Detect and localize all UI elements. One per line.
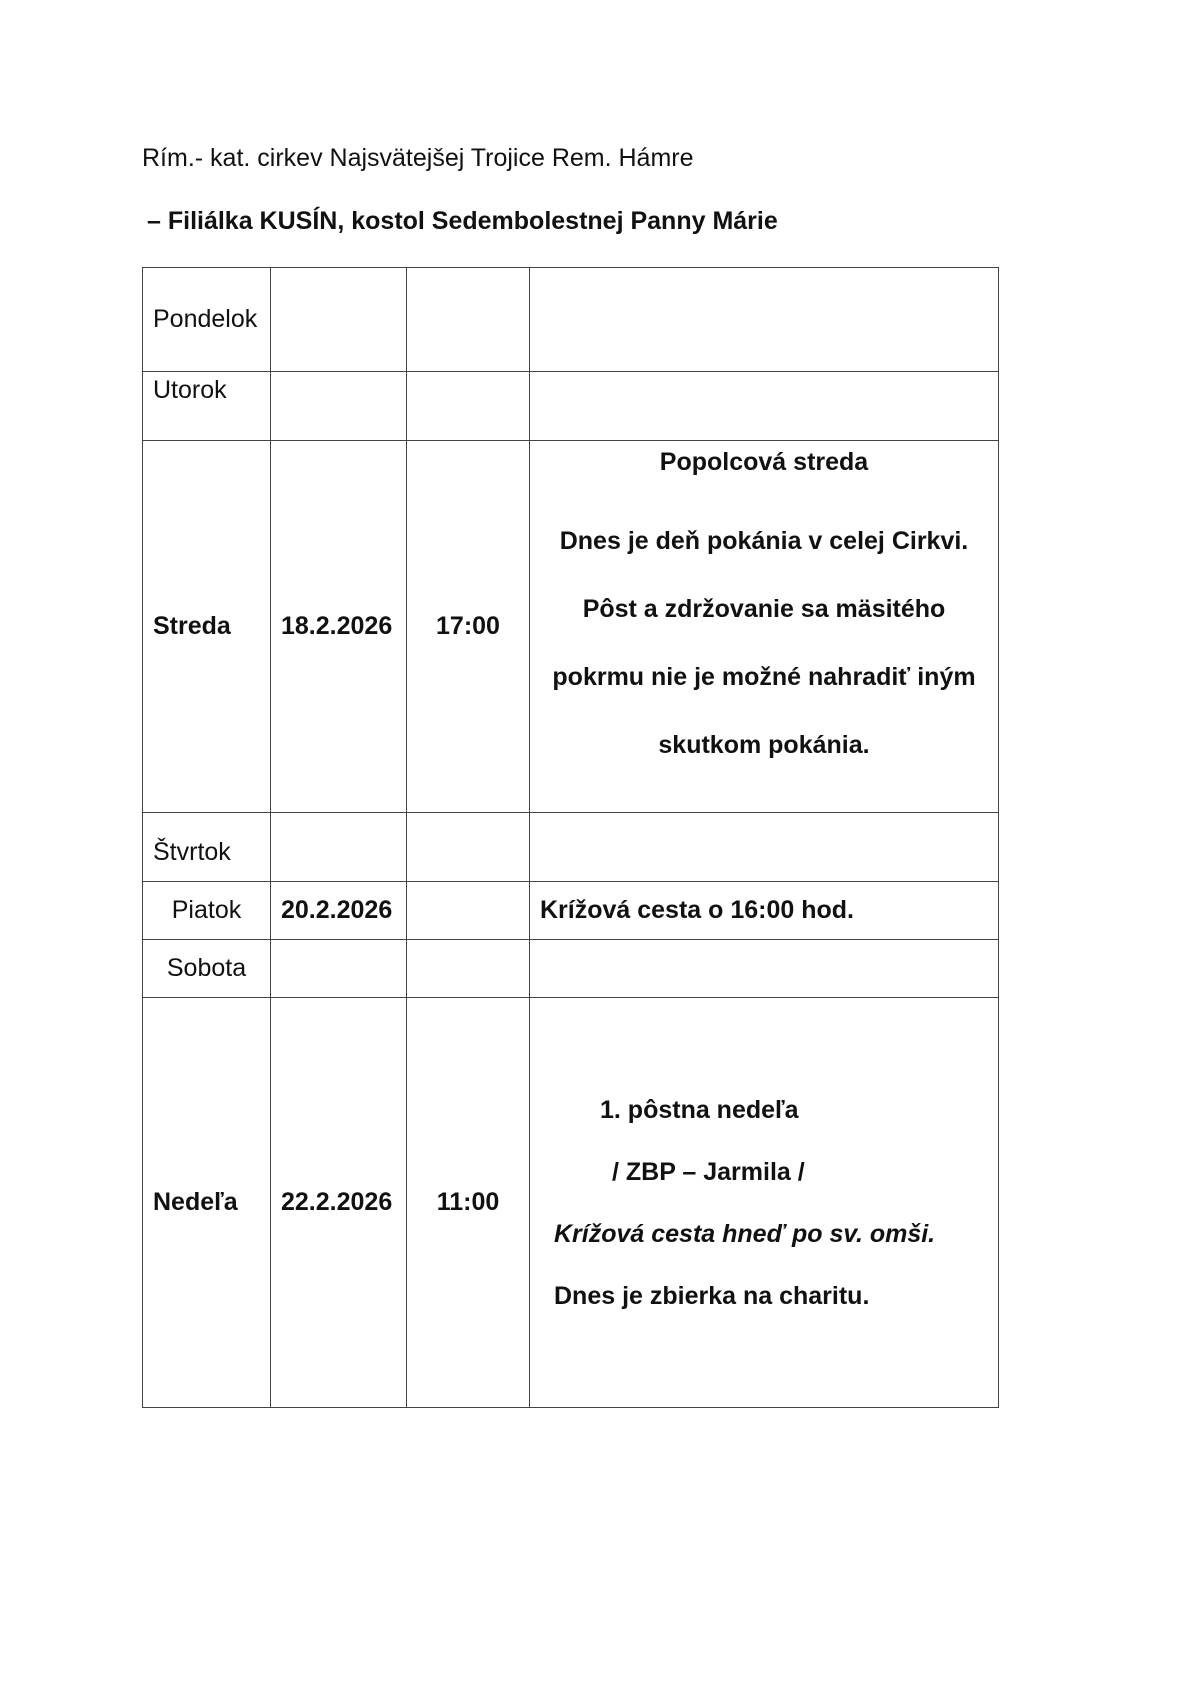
day-cell-tuesday: Utorok: [143, 372, 271, 441]
date-cell-friday: 20.2.2026: [271, 882, 407, 940]
note-line: Krížová cesta hneď po sv. omši.: [554, 1219, 936, 1248]
table-row-wednesday: [143, 441, 999, 813]
note-cell-tuesday: [530, 372, 999, 441]
date-cell-sunday: 22.2.2026: [271, 998, 407, 1408]
day-cell-monday: Pondelok: [143, 268, 271, 372]
note-line: skutkom pokánia.: [658, 731, 870, 759]
date-cell-tuesday: [271, 372, 407, 441]
table-row-thursday: [143, 813, 999, 882]
table-row-friday: [143, 882, 999, 940]
time-cell-monday: [407, 268, 530, 372]
note-line: Pôst a zdržovanie sa mäsitého: [582, 595, 946, 623]
day-cell-friday: Piatok: [143, 882, 271, 940]
date-cell-wednesday: 18.2.2026: [271, 441, 407, 813]
table-row-saturday: [143, 940, 999, 998]
date-cell-saturday: [271, 940, 407, 998]
time-cell-tuesday: [407, 372, 530, 441]
time-cell-sunday: 11:00: [407, 998, 530, 1408]
time-cell-friday: [407, 882, 530, 940]
day-cell-sunday: Nedeľa: [143, 998, 271, 1408]
date-cell-monday: [271, 268, 407, 372]
day-cell-saturday: Sobota: [143, 940, 271, 998]
church-subtitle: – Filiálka KUSÍN, kostol Sedembolestnej Panny Márie: [147, 207, 778, 235]
table-row-tuesday: [143, 372, 999, 441]
note-cell-thursday: [530, 813, 999, 882]
note-line: / ZBP – Jarmila /: [612, 1157, 805, 1186]
day-cell-thursday: Štvrtok: [143, 813, 271, 882]
note-cell-sunday: [530, 998, 999, 1408]
time-cell-saturday: [407, 940, 530, 998]
note-cell-saturday: [530, 940, 999, 998]
weekly-schedule-table: [142, 267, 999, 1408]
note-line: Dnes je zbierka na charitu.: [554, 1281, 870, 1310]
date-cell-thursday: [271, 813, 407, 882]
note-cell-monday: [530, 268, 999, 372]
note-cell-friday: Krížová cesta o 16:00 hod.: [530, 882, 999, 940]
note-line: 1. pôstna nedeľa: [600, 1095, 799, 1124]
note-title-ash-wednesday: Popolcová streda: [659, 448, 869, 476]
table-row-sunday: [143, 998, 999, 1408]
parish-title: Rím.- kat. cirkev Najsvätejšej Trojice Rem. Hámre: [142, 144, 694, 172]
note-cell-wednesday: [530, 441, 999, 813]
day-cell-wednesday: Streda: [143, 441, 271, 813]
table-row-monday: [143, 268, 999, 372]
note-line: pokrmu nie je možné nahradiť iným: [552, 663, 976, 691]
time-cell-thursday: [407, 813, 530, 882]
note-line: Dnes je deň pokánia v celej Cirkvi.: [559, 527, 969, 555]
time-cell-wednesday: 17:00: [407, 441, 530, 813]
